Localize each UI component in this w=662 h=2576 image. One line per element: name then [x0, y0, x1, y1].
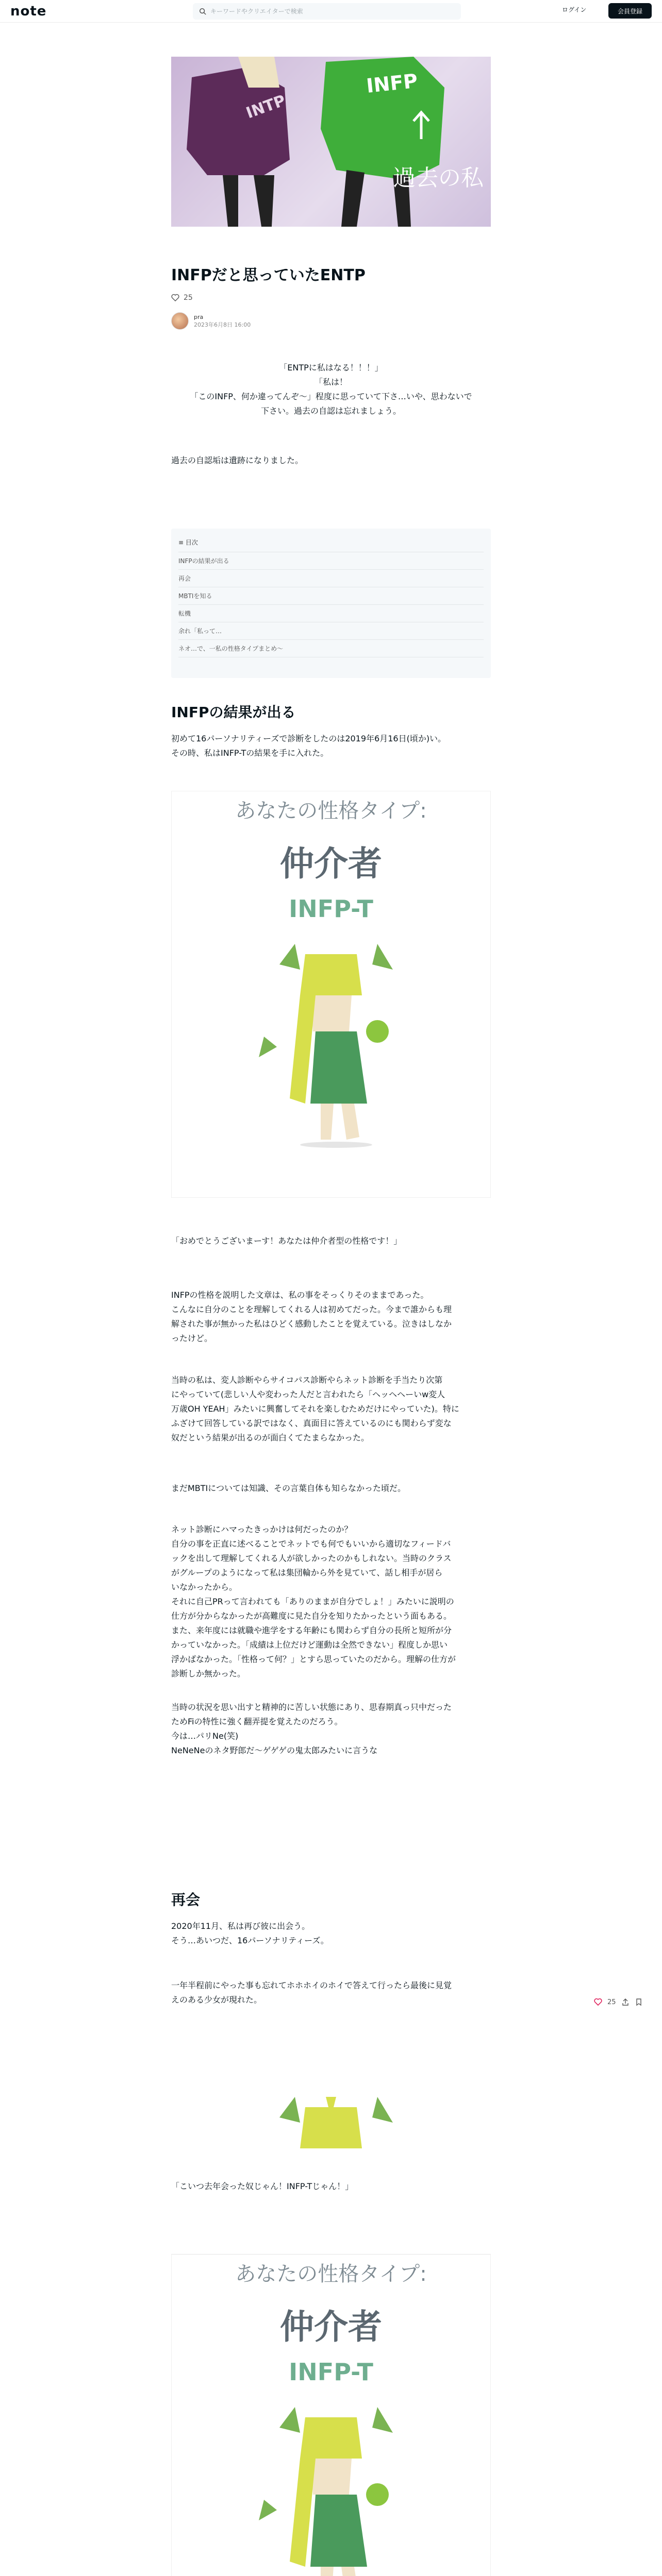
text-line: ネット診断にハマったきっかけは何だったのか？ — [171, 1524, 353, 1534]
text-line: 浮かばなかった。「性格って何？」とすら思っていたのだから。理解の仕方が — [171, 1654, 456, 1664]
toc-heading[interactable] — [178, 535, 484, 552]
mediator-figure-cropped — [249, 2087, 413, 2148]
author-name[interactable]: pra — [194, 314, 204, 320]
paragraph — [171, 1978, 491, 2007]
toc-heading-label: 目次 — [185, 539, 198, 546]
quote: 「こいつ去年会った奴じゃん！INFP-Tじゃん！」 — [171, 2181, 354, 2191]
text-line: 奴だという結果が出るのが面白くてたまらなかった。 — [171, 1433, 370, 1443]
result-card-cropped — [171, 2087, 491, 2148]
text-line: INFPの性格を説明した文章は、私の事をそっくりそのままであった。 — [171, 1290, 429, 1300]
text-line: こんなに自分のことを理解してくれる人は初めてだった。今まで誰からも理 — [171, 1304, 452, 1314]
text-line: ためFiの特性に強く翻弄提を覚えたのだろう。 — [171, 1717, 343, 1726]
text-line: そう…あいつだ、16パーソナリティーズ。 — [171, 1936, 329, 1945]
like-count: 25 — [184, 294, 193, 302]
intro-text — [171, 361, 491, 418]
toc-item[interactable]: 余れ「私って… — [178, 622, 484, 640]
article-title: INFPだと思っていたENTP — [171, 266, 366, 284]
floating-actions — [594, 1998, 643, 2006]
text-line: その時、私はINFP-Tの結果を手に入れた。 — [171, 748, 329, 758]
text-line: 自分の事を正直に述べることでネットでも何でもいいから適切なフィードバ — [171, 1539, 451, 1549]
bookmark-icon[interactable] — [635, 1998, 643, 2006]
toc-item[interactable]: 転機 — [178, 605, 484, 622]
intro-line: 「私は！ — [314, 377, 347, 387]
right-shirt-text: INFP — [365, 69, 419, 97]
heart-icon[interactable] — [594, 1998, 602, 2006]
text-line: 2020年11月、私は再び彼に出会う。 — [171, 1921, 310, 1931]
toc-item[interactable]: ネオ…で、一私の性格タイプまとめ〜 — [178, 640, 484, 657]
text-line: 万歳OH YEAH」みたいに興奮してそれを楽しむためだけにやっていた)。特に — [171, 1404, 459, 1414]
text-line: また、来年度には就職や進学をする年齢にも関わらず自分の長所と短所が分 — [171, 1625, 452, 1635]
text-line: 仕方が分からなかったが高難度に見た自分を知りたかったという面もある。 — [171, 1611, 452, 1621]
card-type: 仲介者 — [280, 2307, 382, 2347]
text-line: それに自己PRって言われても「ありのままが自分でしょ！」みたいに説明の — [171, 1597, 454, 1606]
card-subtitle: あなたの性格タイプ: — [235, 799, 427, 823]
paragraph — [171, 1919, 491, 1948]
section-heading: INFPの結果が出る — [171, 704, 296, 721]
section-heading: 再会 — [171, 1891, 201, 1908]
table-of-contents — [171, 529, 491, 678]
text-line: NeNeNeのネタ野郎だ〜ゲゲゲの鬼太郎みたいに言うな — [171, 1745, 378, 1755]
quote: 「おめでとうございまーす！あなたは仲介者型の性格です！」 — [171, 1236, 402, 1246]
mediator-figure — [249, 934, 413, 1150]
text-line: 解された事が無かった私はひどく感動したことを覚えている。泣きはしなか — [171, 1319, 452, 1329]
paragraph — [171, 1700, 491, 1758]
text-line: 診断しか無かった。 — [171, 1669, 246, 1679]
left-shirt-text: INTP — [243, 91, 288, 123]
text-line: 当時の状況を思い出すと精神的に苦しい状態にあり、思春期真っ只中だった — [171, 1702, 452, 1712]
share-icon[interactable] — [621, 1998, 630, 2006]
global-header — [0, 0, 662, 23]
heart-icon[interactable] — [171, 294, 179, 302]
publish-date: 2023年6月8日 16:00 — [194, 321, 251, 328]
result-card-image — [171, 791, 491, 1198]
text-line: ックを出して理解してくれる人が欲しかったのかもしれない。当時のクラス — [171, 1553, 452, 1563]
intro-line: 「ENTPに私はなる！！！」 — [279, 363, 383, 372]
card-code: INFP-T — [289, 2358, 373, 2386]
text-line: ったけど。 — [171, 1333, 213, 1343]
text-line: 初めて16パーソナリティーズで診断をしたのは2019年6月16日(頃か)い。 — [171, 734, 446, 743]
paragraph — [171, 1522, 491, 1681]
paragraph — [171, 1373, 491, 1445]
intro-note: 過去の自認垢は遺跡になりました。 — [171, 455, 304, 465]
result-card-image — [171, 2254, 491, 2576]
intro-line: 下さい。過去の自認は忘れましょう。 — [260, 406, 401, 416]
intro-line: 「このINFP、何か違ってんぞ〜」程度に思っていて下さ…いや、思わないで — [190, 392, 472, 401]
text-line: えのある少女が現れた。 — [171, 1995, 262, 2005]
paragraph: まだMBTIについては知識、その言葉自体も知らなかった頃だ。 — [171, 1483, 406, 1493]
hero-image — [171, 57, 491, 227]
avatar[interactable] — [171, 312, 189, 330]
text-line: にやっていて(悲しい人や変わった人だと言われたら「ヘッヘヘーいw変人 — [171, 1389, 445, 1399]
list-icon: ≡ — [178, 539, 186, 546]
text-line: 一年半程前にやった事も忘れてホホホイのホイで答えて行ったら最後に見覚 — [171, 1980, 452, 1990]
text-line: 今は…パリNe(笑) — [171, 1731, 239, 1741]
text-line: いなかったから。 — [171, 1582, 238, 1592]
text-line: 当時の私は、変人診断やらサイコパス診断やらネット診断を手当たり次第 — [171, 1375, 443, 1385]
note-logo[interactable]: note — [10, 4, 47, 19]
text-line: がグループのようになって私は集団輪から外を見ていて、話し相手が居ら — [171, 1568, 443, 1578]
search-icon — [199, 8, 206, 15]
card-code: INFP-T — [289, 895, 373, 923]
like-row — [171, 294, 491, 302]
hero-illustration — [171, 57, 491, 227]
hero-caption: 過去の私 — [393, 165, 484, 191]
card-subtitle: あなたの性格タイプ: — [235, 2262, 427, 2286]
card-type: 仲介者 — [280, 844, 382, 884]
search-input[interactable] — [210, 8, 458, 15]
search-box[interactable] — [193, 3, 461, 20]
text-line: ふざけて回答している訳ではなく、真面目に答えているのにも関わらず変な — [171, 1418, 452, 1428]
side-like-count: 25 — [607, 1998, 616, 2006]
paragraph — [171, 1288, 491, 1346]
login-button[interactable]: ログイン — [562, 6, 587, 13]
author-block[interactable] — [171, 312, 491, 330]
mediator-figure — [249, 2397, 413, 2576]
toc-item[interactable]: INFPの結果が出る — [178, 552, 484, 570]
toc-item[interactable]: MBTIを知る — [178, 587, 484, 605]
signup-button[interactable]: 会員登録 — [608, 3, 652, 19]
paragraph — [171, 732, 491, 760]
toc-item[interactable]: 再会 — [178, 570, 484, 587]
text-line: かっていなかった。「成績は上位だけど運動は全然できない」程度しか思い — [171, 1640, 448, 1650]
